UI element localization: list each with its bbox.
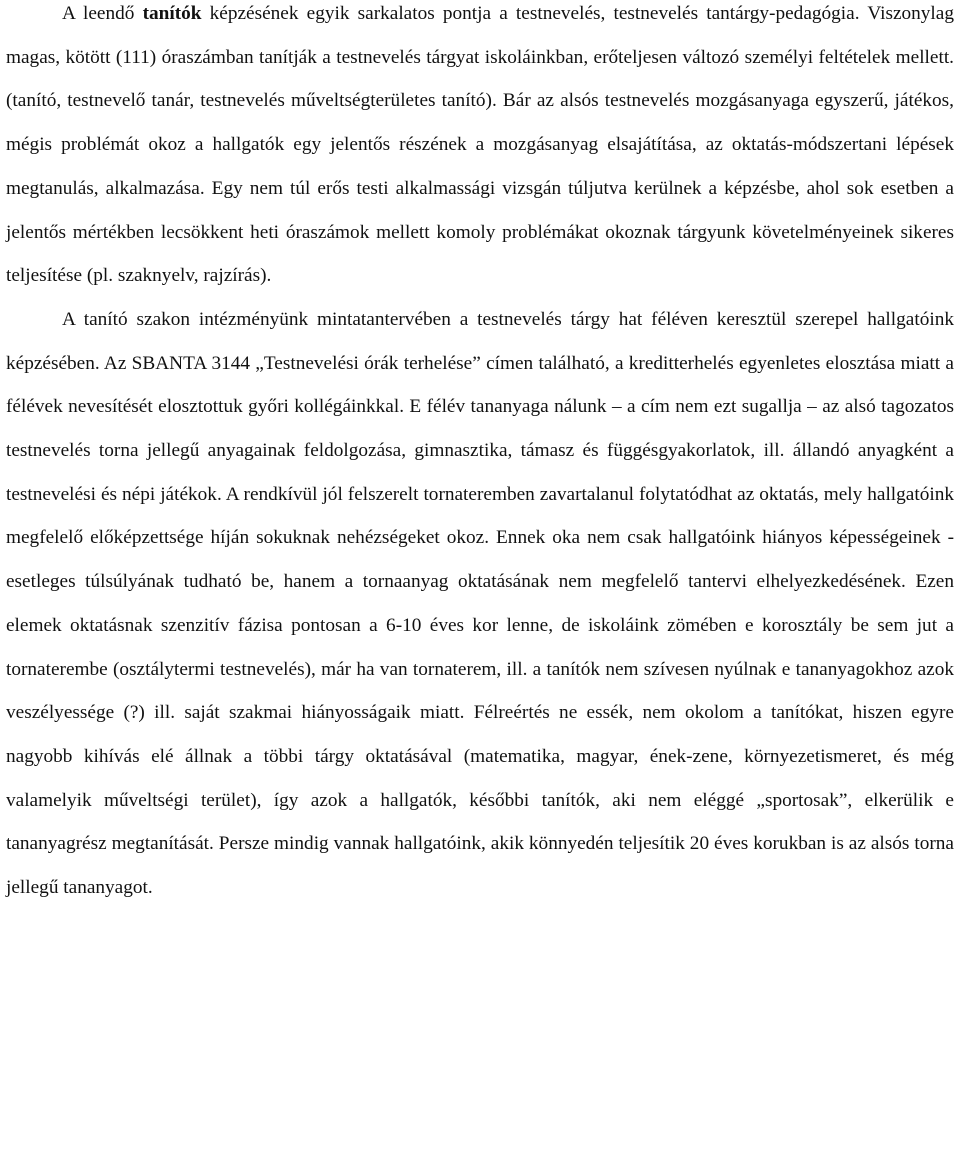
paragraph-2: A tanító szakon intézményünk mintatantervében a testnevelés tárgy hat féléven keresztül szerepel hallgatóink képzésében. Az SBANTA 3144 „Testnevelési órák terhelése” címen található, a kreditterhelés egyenletes elosztása miatt a félévek nevesítését elosztottuk győri kollégáinkkal. E félév tananyaga nálunk – a cím nem ezt sugallja – az alsó tagozatos testnevelés torna jellegű anyagainak feldolgozása, gimnasztika, támasz és függésgyakorlatok, ill. állandó anyagként a testnevelési és népi játékok. A rendkívül jól felszerelt tornateremben zavartalanul folytatódhat az oktatás, mely hallgatóink megfelelő előképzettsége híján sokuknak nehézségeket okoz. Ennek oka nem csak hallgatóink hiányos képességeinek - esetleges túlsúlyának tudható be, hanem a tornaanyag oktatásának nem megfelelő tantervi elhelyezkedésének. Ezen elemek oktatásnak szenzitív fázisa pontosan a 6-10 éves kor lenne, de iskoláink zömében e korosztály be sem jut a tornaterembe (osztálytermi testnevelés), már ha van tornaterem, ill. a tanítók nem szívesen nyúlnak e tananyagokhoz azok veszélyessége (?) ill. saját szakmai hiányosságaik miatt. Félreértés ne essék, nem okolom a tanítókat, hiszen egyre nagyobb kihívás elé állnak a többi tárgy oktatásával (matematika, magyar, ének-zene, környezetismeret, és még valamelyik műveltségi terület), így azok a hallgatók, későbbi tanítók, aki nem eléggé „sportosak”, elkerülik e tananyagrész megtanítását. Persze mindig vannak hallgatóink, akik könnyedén teljesítik 20 éves korukban is az alsós torna jellegű tananyagot. [6, 308, 954, 899]
highlighted-term: tanítók [142, 3, 202, 24]
paragraph-1 [6, 0, 954, 298]
paragraph-1-intro: A leendő [62, 3, 143, 24]
paragraph-1-body: képzésének egyik sarkalatos pontja a testnevelés, testnevelés tantárgy-pedagógia. Viszonylag magas, kötött (111) óraszámban tanítják a testnevelés tárgyat iskoláinkban, erőteljesen változó személyi feltételek mellett. (tanító, testnevelő tanár, testnevelés műveltségterületes tanító). Bár az alsós testnevelés mozgásanyaga egyszerű, játékos, mégis problémát okoz a hallgatók egy jelentős részének a mozgásanyag elsajátítása, az oktatás-módszertani lépések megtanulás, alkalmazása. Egy nem túl erős testi alkalmassági vizsgán túljutva kerülnek a képzésbe, ahol sok esetben a jelentős mértékben lecsökkent heti óraszámok mellett komoly problémákat okoznak tárgyunk követelményeinek sikeres teljesítése (pl. szaknyelv, rajzírás). [6, 3, 954, 287]
